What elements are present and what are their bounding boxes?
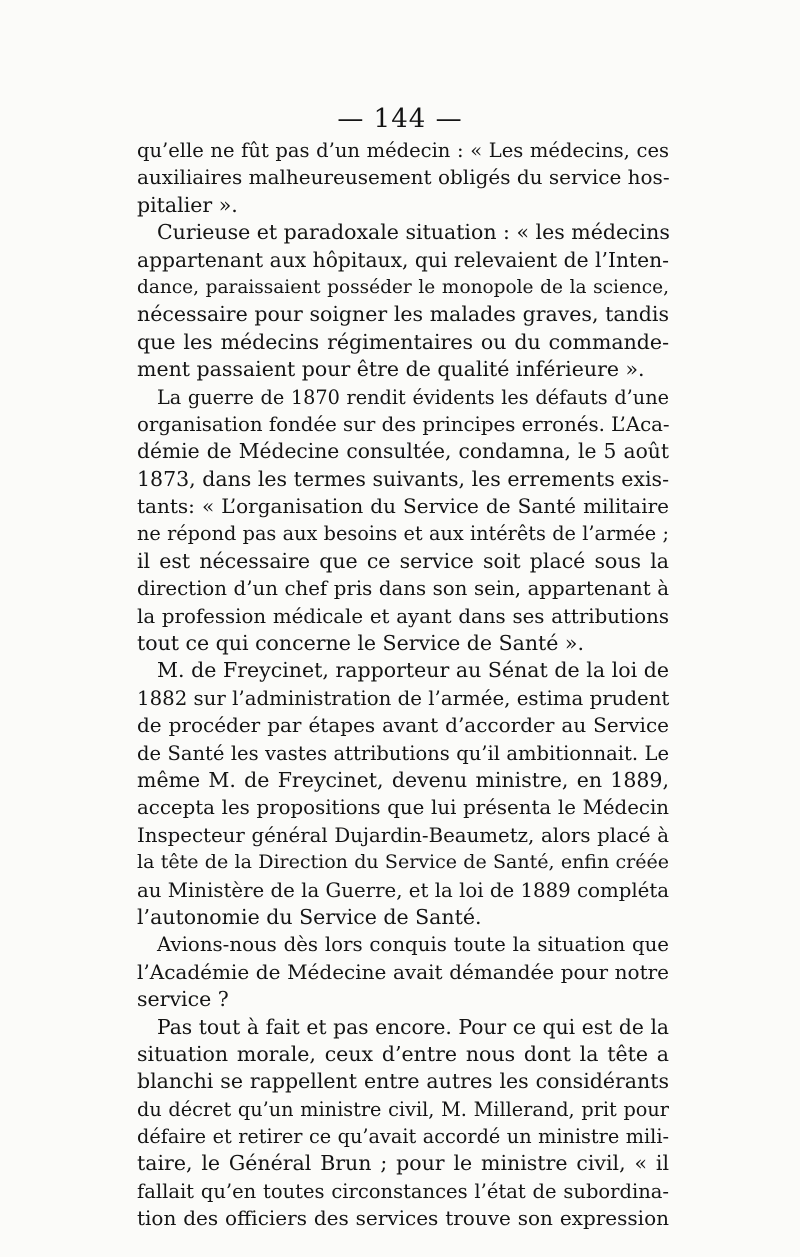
text-line: nécessaire pour soigner les malades graves, tandis (137, 302, 669, 327)
text-line: ne répond pas aux besoins et aux intérêts de l’armée ; (137, 522, 669, 546)
text-line: blanchi se rappellent entre autres les considérants (137, 1069, 669, 1094)
text-line: situation morale, ceux d’entre nous dont la tête a (137, 1041, 669, 1066)
text-line: pitalier ». (137, 192, 238, 217)
text-line: tout ce qui concerne le Service de Santé ». (137, 631, 584, 656)
text-line: Pas tout à fait et pas encore. Pour ce qui est de la (157, 1014, 669, 1039)
text-line: défaire et retirer ce qu’avait accordé un ministre mili- (137, 1125, 669, 1149)
text-line: accepta les propositions que lui présenta le Médecin (137, 796, 669, 820)
text-line: Inspecteur général Dujardin-Beaumetz, alors placé à (137, 823, 669, 847)
text-line: démie de Médecine consultée, condamna, le 5 août (137, 439, 669, 464)
text-line: direction d’un chef pris dans son sein, appartenant à (137, 577, 669, 601)
text-line: il est nécessaire que ce service soit placé sous la (137, 548, 669, 573)
text-line: Curieuse et paradoxale situation : « les médecins (157, 220, 670, 245)
text-line: la profession médicale et ayant dans ses attributions (137, 604, 669, 628)
text-line: au Ministère de la Guerre, et la loi de 1889 compléta (137, 878, 670, 902)
text-line: 1873, dans les termes suivants, les errements exis- (137, 466, 669, 491)
text-line: l’Académie de Médecine avait démandée pour notre (137, 959, 669, 984)
text-line: M. de Freycinet, rapporteur au Sénat de la loi de (157, 658, 669, 683)
text-line: appartenant aux hôpitaux, qui relevaient de l’Inten- (137, 247, 669, 272)
text-line: de Santé les vastes attributions qu’il ambitionnait. Le (137, 741, 669, 765)
text-line: tion des officiers des services trouve son expression (137, 1206, 669, 1231)
text-line: du décret qu’un ministre civil, M. Millerand, prit pour (137, 1097, 669, 1121)
text-line: taire, le Général Brun ; pour le ministre civil, « il (137, 1151, 669, 1176)
text-line: de procéder par étapes avant d’accorder au Service (137, 713, 669, 738)
text-line: service ? (137, 987, 229, 1012)
text-line: Avions-nous dès lors conquis toute la situation que (157, 933, 669, 957)
text-line: organisation fondée sur des principes erronés. L’Aca- (137, 412, 670, 436)
text-line: que les médecins régimentaires ou du commande- (137, 329, 669, 354)
text-line: fallait qu’en toutes circonstances l’état de subordina- (137, 1179, 669, 1203)
text-line: même M. de Freycinet, devenu ministre, en 1889, (137, 767, 669, 792)
page-number: — 144 — (337, 104, 463, 134)
text-line: tants: « L’organisation du Service de Santé militaire (137, 494, 669, 519)
text-line: l’autonomie du Service de Santé. (137, 904, 482, 929)
text-line: La guerre de 1870 rendit évidents les défauts d’une (157, 385, 669, 409)
text-line: ment passaient pour être de qualité inférieure ». (137, 357, 645, 382)
body-text (137, 137, 669, 1233)
text-line: qu’elle ne fût pas d’un médecin : « Les médecins, ces (137, 139, 669, 162)
text-line: la tête de la Direction du Service de Santé, enfin créée (137, 851, 669, 874)
text-line: dance, paraissaient posséder le monopole de la science, (137, 276, 669, 298)
text-line: auxiliaires malheureusement obligés du service hos- (137, 165, 670, 190)
text-line: 1882 sur l’administration de l’armée, estima prudent (137, 686, 670, 710)
